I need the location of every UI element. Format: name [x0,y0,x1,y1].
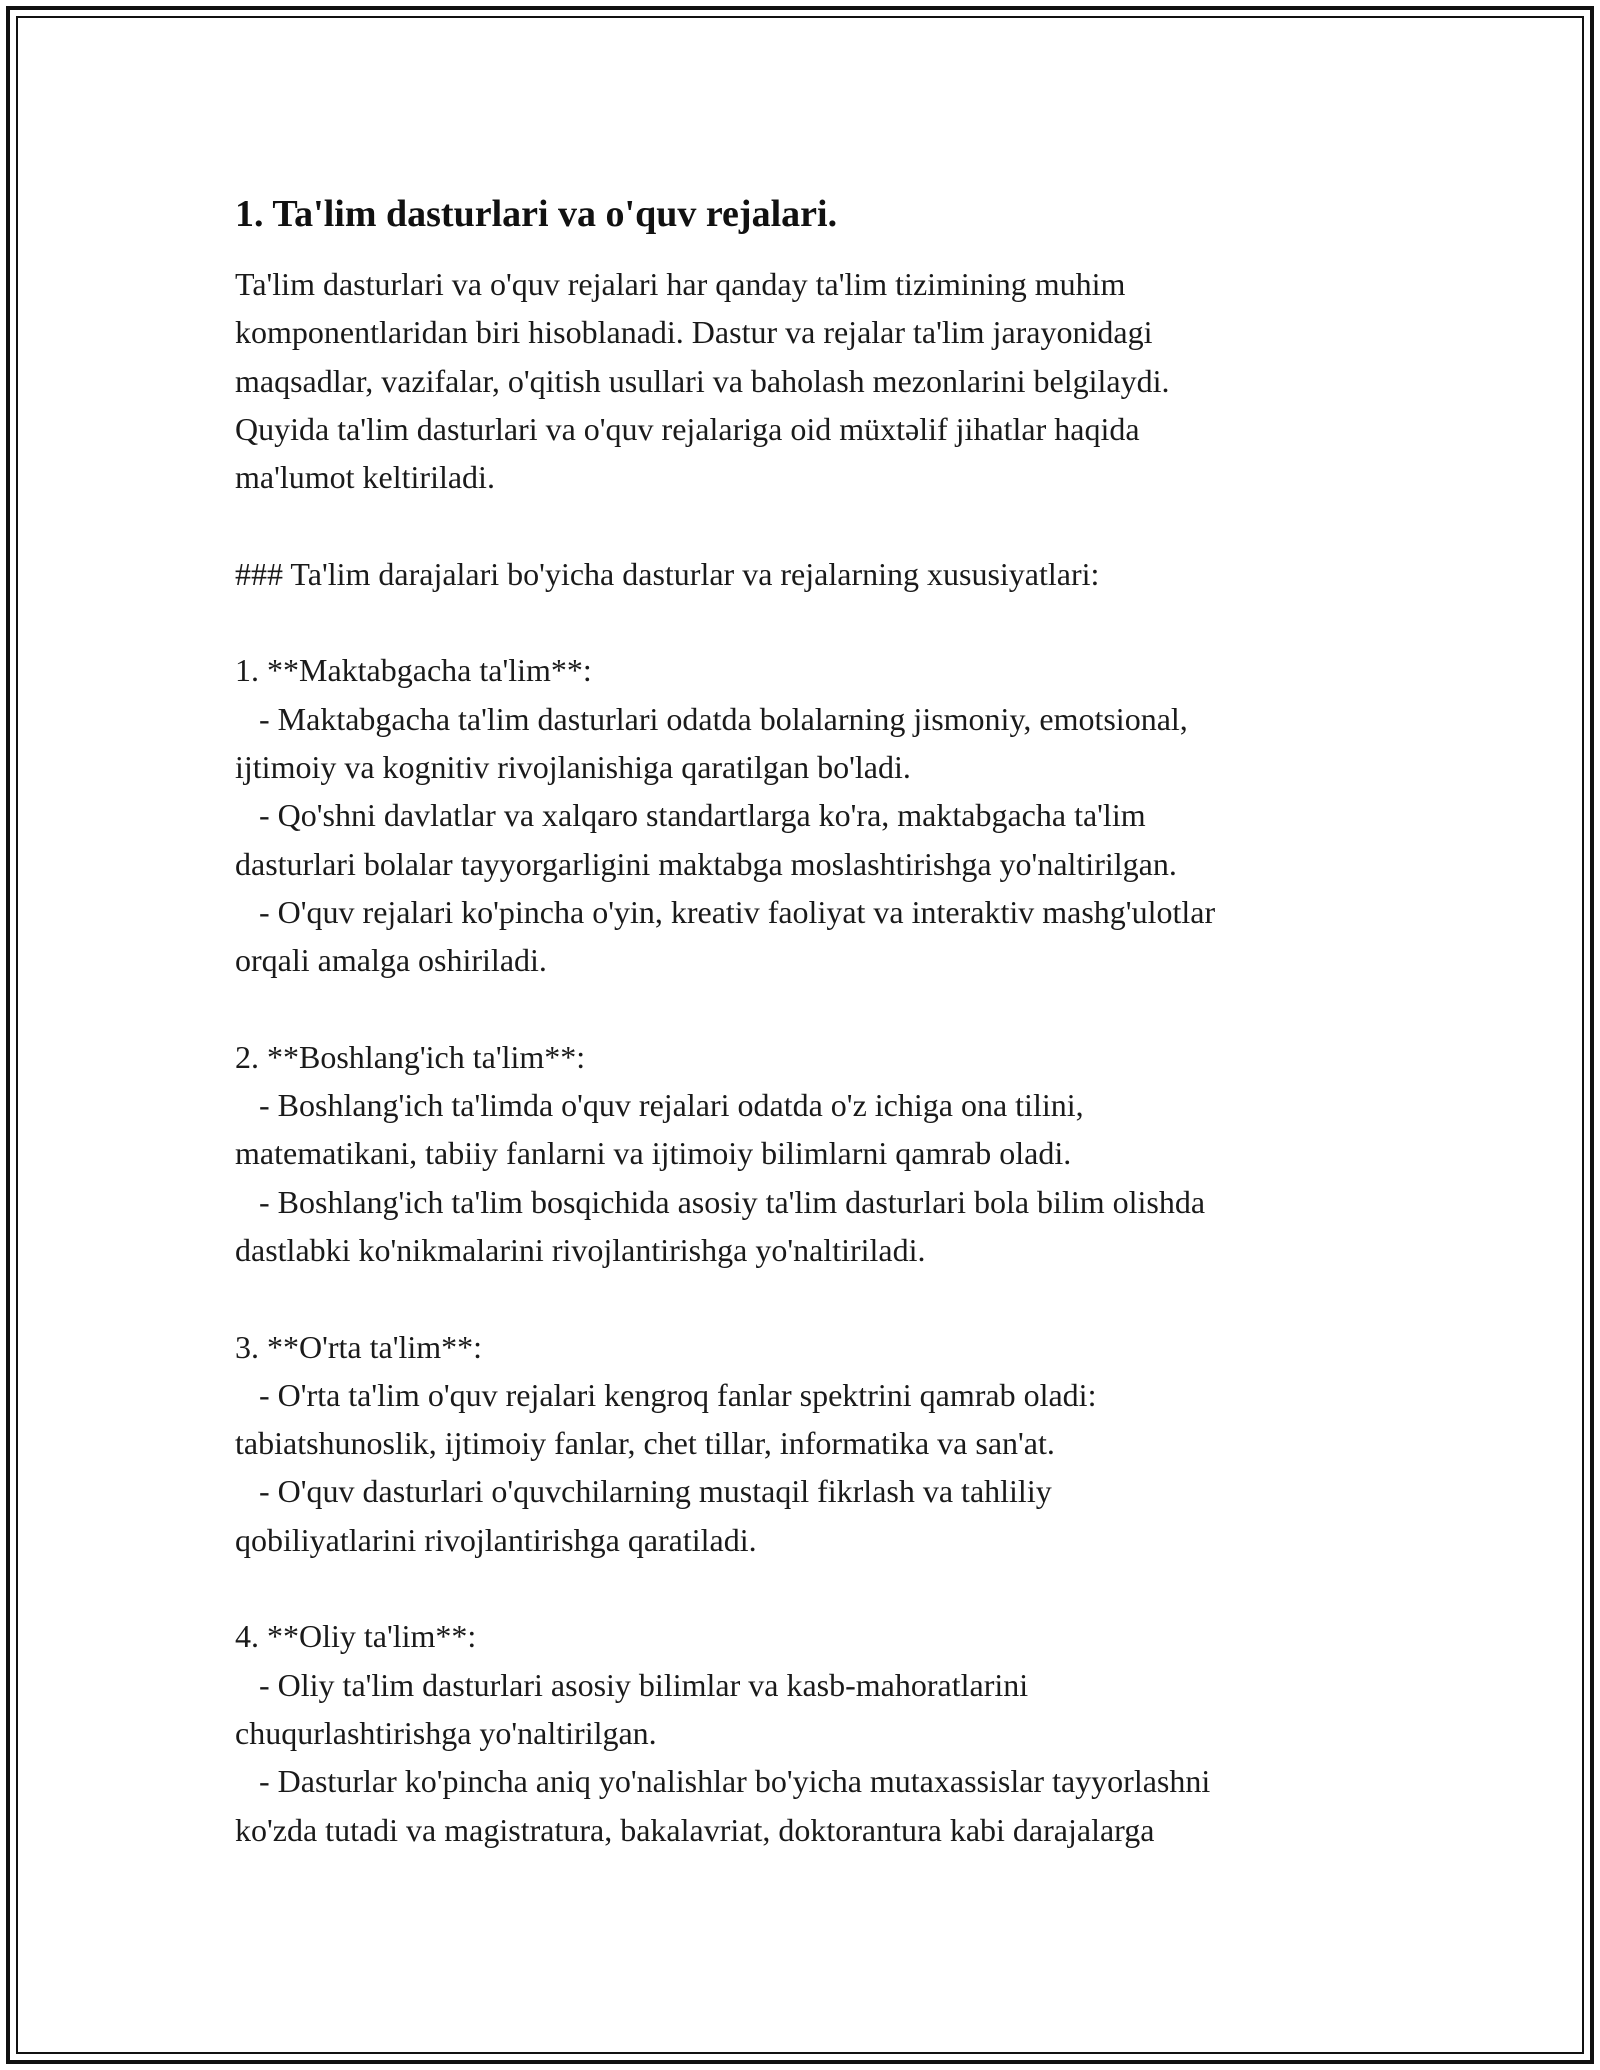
document-title: 1. Ta'lim dasturlari va o'quv rejalari. [235,193,838,235]
document-body: Ta'lim dasturlari va o'quv rejalari har qanday ta'lim tizimining muhim komponentlaridan biri hisoblanadi. Dastur va rejalar ta'lim jarayonidagi maqsadlar, vazifalar, o'qitish usullari va baholash mezonlarini belgilaydi. Quyida ta'lim dasturlari va o'quv rejalariga oid müxtəlif jihatlar haqida ma'lumot keltiriladi. ### Ta'lim darajalari bo'yicha dasturlar va rejalarning xususiyatlari: 1. **Maktabgacha ta'lim**: - Maktabgacha ta'lim dasturlari odatda bolalarning jismoniy, emotsional, ijtimoiy va kognitiv rivojlanishiga qaratilgan bo'ladi. - Qo'shni davlatlar va xalqaro standartlarga ko'ra, maktabgacha ta'lim dasturlari bolalar tayyorgarligini maktabga moslashtirishga yo'naltirilgan. - O'quv rejalari ko'pincha o'yin, kreativ faoliyat va interaktiv mashg'ulotlar orqali amalga oshiriladi. 2. **Boshlang'ich ta'lim**: - Boshlang'ich ta'limda o'quv rejalari odatda o'z ichiga ona tilini, matematikani, tabiiy fanlarni va ijtimoiy bilimlarni qamrab oladi. - Boshlang'ich ta'lim bosqichida asosiy ta'lim dasturlari bola bilim olishda dastlabki ko'nikmalarini rivojlantirishga yo'naltiriladi. 3. **O'rta ta'lim**: - O'rta ta'lim o'quv rejalari kengroq fanlar spektrini qamrab oladi: tabiatshunoslik, ijtimoiy fanlar, chet tillar, informatika va san'at. - O'quv dasturlari o'quvchilarning mustaqil fikrlash va tahliliy qobiliyatlarini rivojlantirishga qaratiladi. 4. **Oliy ta'lim**: - Oliy ta'lim dasturlari asosiy bilimlar va kasb-mahoratlarini chuqurlashtirishga yo'naltirilgan. - Dasturlar ko'pincha aniq yo'nalishlar bo'yicha mutaxassislar tayyorlashni ko'zda tutadi va magistratura, bakalavriat, doktorantura kabi darajalarga [235,266,1216,1848]
document-content [235,190,1415,1854]
